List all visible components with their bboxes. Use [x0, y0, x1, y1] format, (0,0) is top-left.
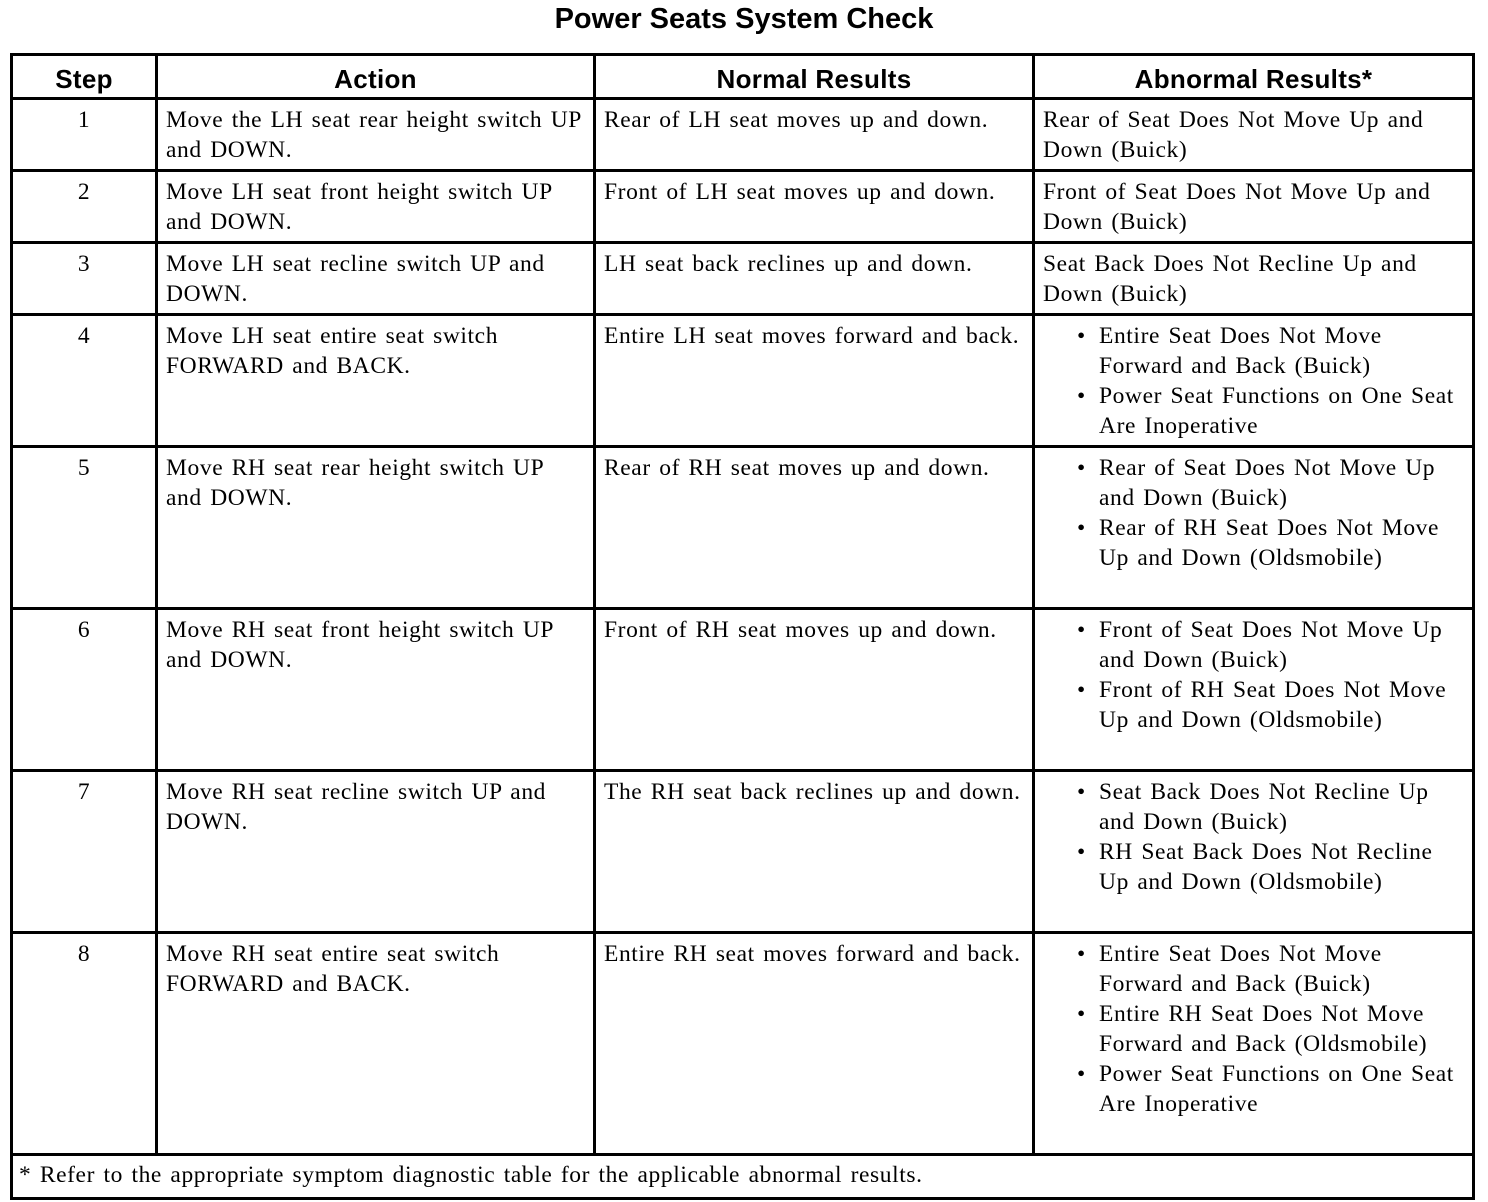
action-cell: Move RH seat entire seat switch FORWARD and BACK.: [157, 933, 595, 1155]
abnormal-result-list: [1043, 453, 1464, 573]
step-number: 4: [12, 315, 157, 447]
abnormal-result-cell: Front of Seat Does Not Move Up and Down (Buick): [1034, 171, 1474, 243]
abnormal-result-item: [1043, 615, 1464, 675]
abnormal-result-cell: [1034, 447, 1474, 609]
footnote-row: [12, 1155, 1474, 1199]
abnormal-result-item: [1043, 939, 1464, 999]
abnormal-result-item: [1043, 777, 1464, 837]
bullet-icon: •: [1077, 455, 1086, 481]
abnormal-result-item: [1043, 999, 1464, 1059]
action-cell: Move LH seat recline switch UP and DOWN.: [157, 243, 595, 315]
bullet-icon: •: [1077, 383, 1086, 409]
action-cell: Move RH seat front height switch UP and DOWN.: [157, 609, 595, 771]
abnormal-result-item: [1043, 675, 1464, 735]
step-number: 6: [12, 609, 157, 771]
action-cell: Move RH seat recline switch UP and DOWN.: [157, 771, 595, 933]
bullet-icon: •: [1077, 779, 1086, 805]
step-number: 2: [12, 171, 157, 243]
abnormal-result-cell: Rear of Seat Does Not Move Up and Down (Buick): [1034, 99, 1474, 171]
abnormal-result-text: Rear of RH Seat Does Not Move Up and Down (Oldsmobile): [1099, 515, 1440, 571]
abnormal-result-text: Entire Seat Does Not Move Forward and Back (Buick): [1099, 941, 1382, 997]
abnormal-result-list: [1043, 321, 1464, 441]
action-cell: Move RH seat rear height switch UP and DOWN.: [157, 447, 595, 609]
bullet-icon: •: [1077, 515, 1086, 541]
table-row: [12, 243, 1474, 315]
normal-result-cell: The RH seat back reclines up and down.: [595, 771, 1034, 933]
action-cell: Move the LH seat rear height switch UP and DOWN.: [157, 99, 595, 171]
table-row: [12, 447, 1474, 609]
abnormal-result-item: [1043, 837, 1464, 897]
header-abnormal-results: Abnormal Results*: [1034, 55, 1474, 99]
table-row: [12, 609, 1474, 771]
header-normal-results: Normal Results: [595, 55, 1034, 99]
abnormal-result-list: [1043, 939, 1464, 1119]
abnormal-result-list: [1043, 777, 1464, 897]
abnormal-result-text: Power Seat Functions on One Seat Are Inoperative: [1099, 383, 1454, 439]
abnormal-result-cell: [1034, 609, 1474, 771]
abnormal-result-text: Entire Seat Does Not Move Forward and Back (Buick): [1099, 323, 1382, 379]
header-row: [12, 55, 1474, 99]
abnormal-result-item: [1043, 321, 1464, 381]
abnormal-result-cell: [1034, 315, 1474, 447]
step-number: 7: [12, 771, 157, 933]
normal-result-cell: Front of RH seat moves up and down.: [595, 609, 1034, 771]
step-number: 3: [12, 243, 157, 315]
abnormal-result-item: [1043, 1059, 1464, 1119]
abnormal-result-text: Seat Back Does Not Recline Up and Down (Buick): [1099, 779, 1429, 835]
normal-result-cell: Entire RH seat moves forward and back.: [595, 933, 1034, 1155]
abnormal-result-cell: [1034, 933, 1474, 1155]
normal-result-cell: Rear of LH seat moves up and down.: [595, 99, 1034, 171]
bullet-icon: •: [1077, 323, 1086, 349]
bullet-icon: •: [1077, 941, 1086, 967]
table-row: [12, 933, 1474, 1155]
step-number: 1: [12, 99, 157, 171]
normal-result-cell: LH seat back reclines up and down.: [595, 243, 1034, 315]
abnormal-result-text: RH Seat Back Does Not Recline Up and Down (Oldsmobile): [1099, 839, 1433, 895]
step-number: 5: [12, 447, 157, 609]
abnormal-result-item: [1043, 513, 1464, 573]
normal-result-cell: Front of LH seat moves up and down.: [595, 171, 1034, 243]
bullet-icon: •: [1077, 839, 1086, 865]
action-cell: Move LH seat front height switch UP and DOWN.: [157, 171, 595, 243]
header-step: Step: [12, 55, 157, 99]
bullet-icon: •: [1077, 1061, 1086, 1087]
table-row: [12, 771, 1474, 933]
action-cell: Move LH seat entire seat switch FORWARD and BACK.: [157, 315, 595, 447]
power-seats-check-table: [10, 53, 1475, 1200]
abnormal-result-text: Front of RH Seat Does Not Move Up and Down (Oldsmobile): [1099, 677, 1447, 733]
step-number: 8: [12, 933, 157, 1155]
abnormal-result-text: Rear of Seat Does Not Move Up and Down (Buick): [1099, 455, 1436, 511]
abnormal-result-cell: Seat Back Does Not Recline Up and Down (Buick): [1034, 243, 1474, 315]
bullet-icon: •: [1077, 617, 1086, 643]
abnormal-result-list: [1043, 615, 1464, 735]
footnote: * Refer to the appropriate symptom diagnostic table for the applicable abnormal results.: [12, 1155, 1474, 1199]
normal-result-cell: Rear of RH seat moves up and down.: [595, 447, 1034, 609]
abnormal-result-text: Power Seat Functions on One Seat Are Inoperative: [1099, 1061, 1454, 1117]
header-action: Action: [157, 55, 595, 99]
bullet-icon: •: [1077, 1001, 1086, 1027]
abnormal-result-item: [1043, 381, 1464, 441]
table-row: [12, 99, 1474, 171]
abnormal-result-item: [1043, 453, 1464, 513]
table-row: [12, 171, 1474, 243]
abnormal-result-text: Front of Seat Does Not Move Up and Down (Buick): [1099, 617, 1443, 673]
bullet-icon: •: [1077, 677, 1086, 703]
abnormal-result-text: Entire RH Seat Does Not Move Forward and Back (Oldsmobile): [1099, 1001, 1428, 1057]
abnormal-result-cell: [1034, 771, 1474, 933]
page-title: Power Seats System Check: [554, 3, 934, 35]
normal-result-cell: Entire LH seat moves forward and back.: [595, 315, 1034, 447]
table-row: [12, 315, 1474, 447]
